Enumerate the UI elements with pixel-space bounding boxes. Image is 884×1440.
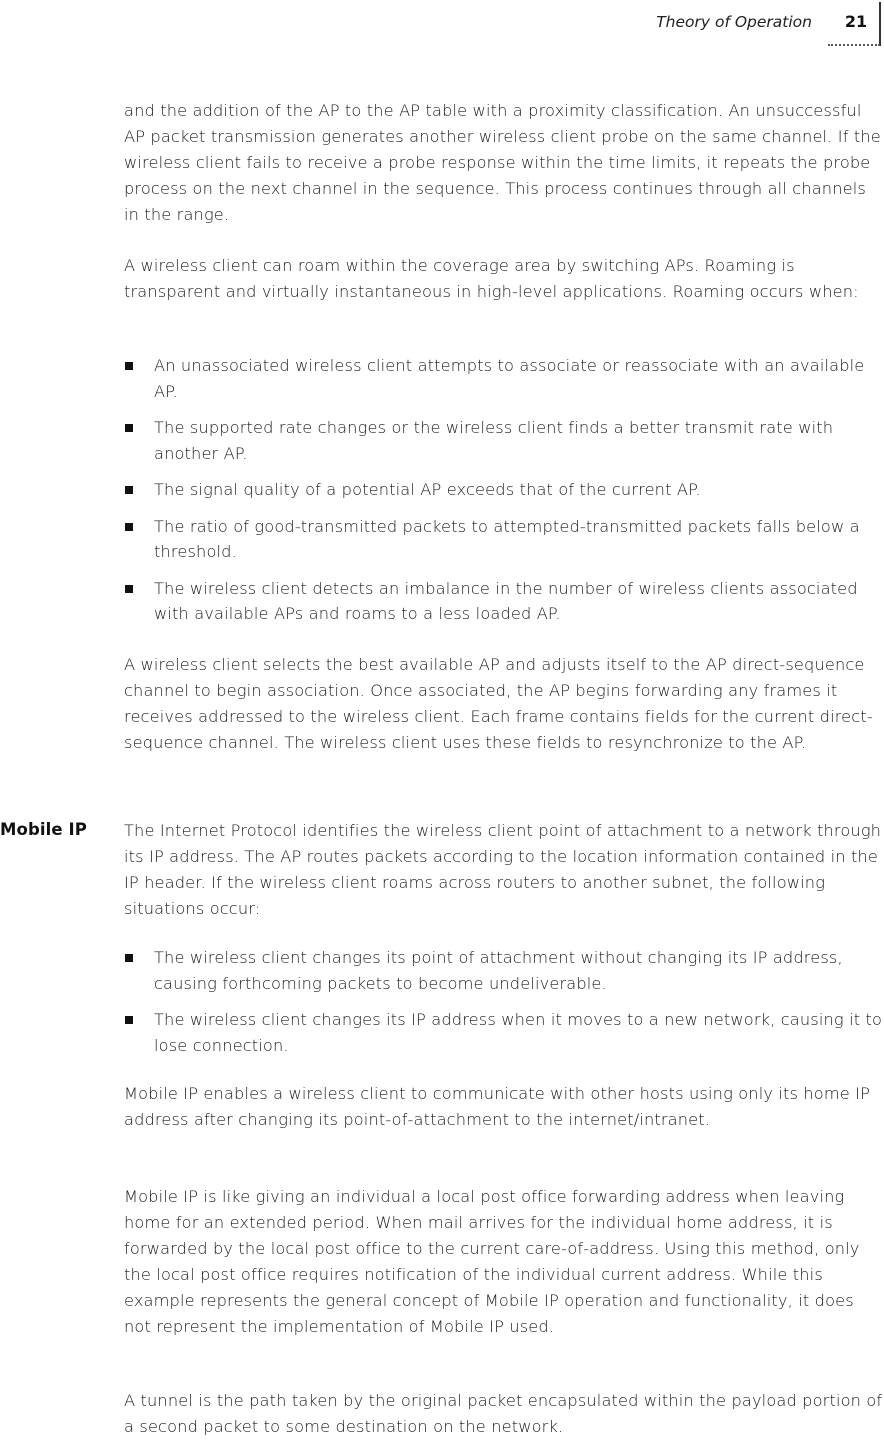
bullet-icon	[125, 1016, 133, 1024]
paragraph-ap-selection: A wireless client selects the best available AP and adjusts itself to the AP direct-sequence channel to begin association. Once associated, the AP begins forwarding any frames it receives addressed to the wireless client. Each frame contains fields for the current direct-sequence channel. The wireless client uses these fields to resynchronize to the AP.	[124, 655, 873, 752]
bullet-icon	[125, 362, 133, 370]
paragraph-roaming-intro: A wireless client can roam within the coverage area by switching APs. Roaming is transparent and virtually instantaneous in high-level applications. Roaming occurs when:	[124, 256, 859, 301]
list-item	[124, 1007, 884, 1058]
mobile-ip-situations-list	[124, 945, 884, 1069]
list-item-text: The supported rate changes or the wireless client finds a better transmit rate with another AP.	[154, 418, 834, 463]
paragraph-probe-process: and the addition of the AP to the AP table with a proximity classification. An unsuccessful AP packet transmission generates another wireless client probe on the same channel. If the wireless client fails to receive a probe response within the time limits, it repeats the probe process on the next channel in the sequence. This process continues through all channels in the range.	[124, 101, 881, 224]
list-item-text: An unassociated wireless client attempts to associate or reassociate with an available AP.	[154, 356, 865, 401]
list-item	[124, 353, 884, 404]
corner-rule	[879, 2, 881, 46]
paragraph-tunnel: A tunnel is the path taken by the original packet encapsulated within the payload portion of a second packet to some destination on the network.	[124, 1391, 883, 1436]
corner-dotted-rule	[828, 44, 880, 50]
section-heading-mobile-ip: Mobile IP	[0, 820, 87, 839]
bullet-icon	[125, 486, 133, 494]
bullet-icon	[125, 954, 133, 962]
list-item	[124, 514, 884, 565]
bullet-icon	[125, 424, 133, 432]
list-item	[124, 415, 884, 466]
bullet-icon	[125, 523, 133, 531]
bullet-icon	[125, 585, 133, 593]
list-item-text: The ratio of good-transmitted packets to attempted-transmitted packets falls below a threshold.	[154, 516, 860, 561]
running-header-title: Theory of Operation	[656, 13, 812, 31]
paragraph-post-office-analogy: Mobile IP is like giving an individual a local post office forwarding address when leaving home for an extended period. When mail arrives for the individual home address, it is forwarded by the local post office to the current care-of-address. Using this method, only the local post office requires notification of the individual current address. While this example represents the general concept of Mobile IP operation and functionality, it does not represent the implementation of Mobile IP used.	[124, 1187, 860, 1336]
list-item-text: The wireless client detects an imbalance in the number of wireless clients associated with available APs and roams to a less loaded AP.	[154, 578, 858, 623]
list-item-text: The wireless client changes its IP address when it moves to a new network, causing it to lose connection.	[154, 1010, 883, 1055]
paragraph-internet-protocol: The Internet Protocol identifies the wireless client point of attachment to a network through its IP address. The AP routes packets according to the location information contained in the IP header. If the wireless client roams across routers to another subnet, the following situations occur:	[124, 821, 882, 918]
list-item-text: The signal quality of a potential AP exceeds that of the current AP.	[154, 480, 701, 499]
list-item	[124, 477, 884, 503]
roaming-conditions-list	[124, 353, 884, 638]
list-item	[124, 576, 884, 627]
page-number: 21	[844, 12, 868, 31]
list-item	[124, 945, 884, 996]
list-item-text: The wireless client changes its point of attachment without changing its IP address, causing forthcoming packets to become undeliverable.	[154, 948, 843, 993]
paragraph-mobile-ip-home-address: Mobile IP enables a wireless client to communicate with other hosts using only its home IP address after changing its point-of-attachment to the internet/intranet.	[124, 1084, 871, 1129]
